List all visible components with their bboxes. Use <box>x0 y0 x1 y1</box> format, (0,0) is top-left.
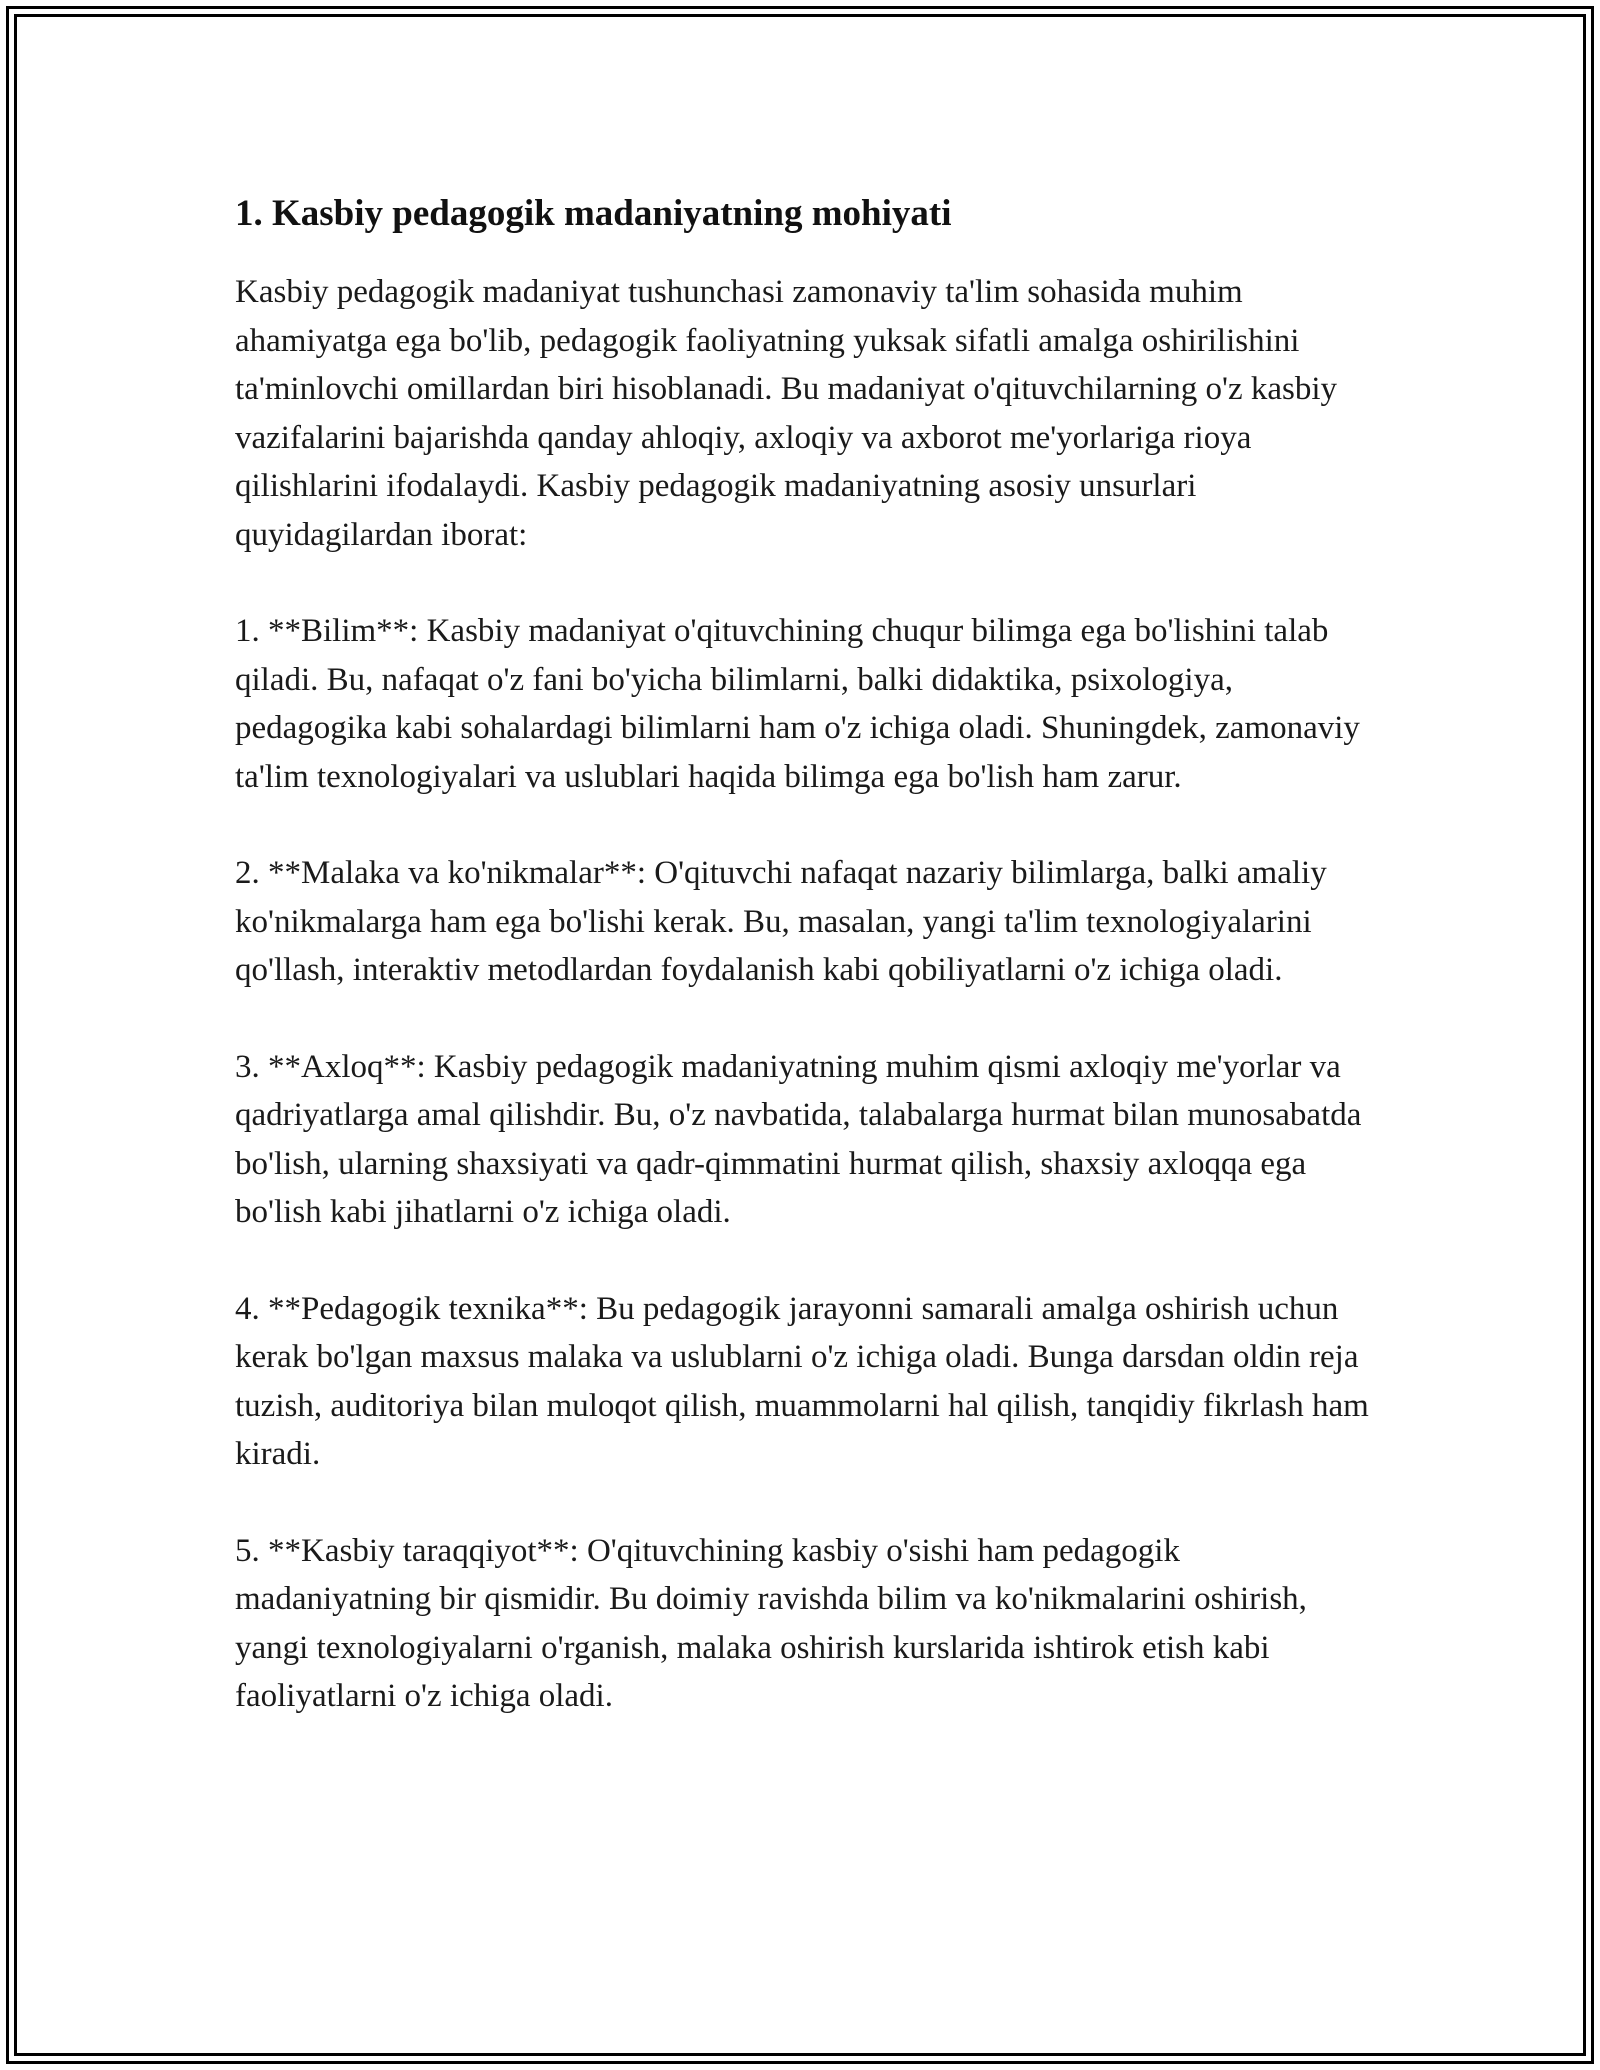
document-body <box>235 188 1375 1769</box>
list-item-malaka: 2. **Malaka va ko'nikmalar**: O'qituvchi nafaqat nazariy bilimlarga, balki amaliy ko'nikmalarga ham ega bo'lishi kerak. Bu, masalan, yangi ta'lim texnologiyalarini qo'llash, interaktiv metodlardan foydalanish kabi qobiliyatlarni o'z ichiga oladi. <box>235 855 1327 988</box>
list-item-pedagogik-texnika: 4. **Pedagogik texnika**: Bu pedagogik jarayonni samarali amalga oshirish uchun kerak bo'lgan maxsus malaka va uslublarni o'z ichiga oladi. Bunga darsdan oldin reja tuzish, auditoriya bilan muloqot qilish, muammolarni hal qilish, tanqidiy fikrlash ham kiradi. <box>235 1290 1369 1472</box>
list-item-axloq: 3. **Axloq**: Kasbiy pedagogik madaniyatning muhim qismi axloqiy me'yorlar va qadriyatlarga amal qilishdir. Bu, o'z navbatida, talabalarga hurmat bilan munosabatda bo'lish, ularning shaxsiyati va qadr-qimmatini hurmat qilish, shaxsiy axloqqa ega bo'lish kabi jihatlarni o'z ichiga oladi. <box>235 1048 1362 1230</box>
section-heading: 1. Kasbiy pedagogik madaniyatning mohiyati <box>235 193 952 234</box>
list-item-bilim: 1. **Bilim**: Kasbiy madaniyat o'qituvchining chuqur bilimga ega bo'lishini talab qiladi. Bu, nafaqat o'z fani bo'yicha bilimlarni, balki didaktika, psixologiya, pedagogika kabi sohalardagi bilimlarni ham o'z ichiga oladi. Shuningdek, zamonaviy ta'lim texnologiyalari va uslublari haqida bilimga ega bo'lish ham zarur. <box>235 613 1360 795</box>
intro-paragraph: Kasbiy pedagogik madaniyat tushunchasi zamonaviy ta'lim sohasida muhim ahamiyatga ega bo'lib, pedagogik faoliyatning yuksak sifatli amalga oshirilishini ta'minlovchi omillardan biri hisoblanadi. Bu madaniyat o'qituvchilarning o'z kasbiy vazifalarini bajarishda qanday ahloqiy, axloqiy va axborot me'yorlariga rioya qilishlarini ifodalaydi. Kasbiy pedagogik madaniyatning asosiy unsurlari quyidagilardan iborat: <box>235 274 1338 553</box>
list-item-kasbiy-taraqqiyot: 5. **Kasbiy taraqqiyot**: O'qituvchining kasbiy o'sishi ham pedagogik madaniyatning bir qismidir. Bu doimiy ravishda bilim va ko'nikmalarini oshirish, yangi texnologiyalarni o'rganish, malaka oshirish kurslarida ishtirok etish kabi faoliyatlarni o'z ichiga oladi. <box>235 1532 1307 1714</box>
